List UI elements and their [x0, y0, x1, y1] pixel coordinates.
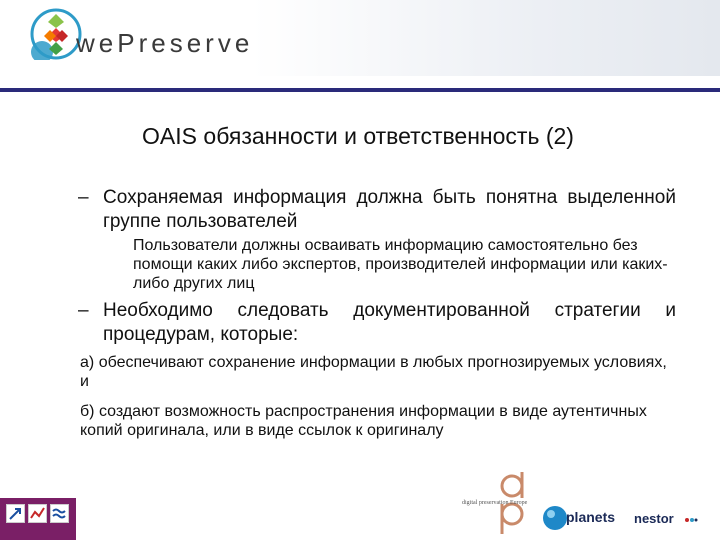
bullet-1 [78, 186, 676, 234]
list-item-b [80, 402, 680, 440]
planets-text: planets [566, 509, 616, 525]
footer-logo-left [0, 498, 76, 540]
list-item-text: обеспечивают сохранение информации в любых прогнозируемых условиях, и [80, 354, 667, 390]
bullet-dash: – [78, 187, 89, 208]
brand-name [76, 28, 253, 59]
header-rule [0, 88, 720, 92]
list-item-text: создают возможность распространения информации в виде аутентичных копий оригинала, или в виде ссылок к оригиналу [80, 403, 647, 439]
planets-logo [540, 500, 626, 536]
nestor-text: nestor [634, 511, 674, 526]
sub-note [133, 236, 673, 293]
bullet-2 [78, 299, 676, 347]
bullet-text: Необходимо следовать документированной стратегии и процедурам, которые: [103, 300, 676, 345]
slide-title [0, 123, 720, 150]
brand-we: we [76, 28, 118, 58]
bullet-text: Сохраняемая информация должна быть понятна выделенной группе пользователей [103, 187, 676, 232]
chart-tile-icon [28, 504, 47, 523]
dp-caption: digital preservation Europe [462, 500, 528, 506]
list-item-label: б) [80, 403, 95, 420]
digital-preservation-europe-logo [462, 468, 542, 536]
arrow-tile-icon [6, 504, 25, 523]
sub-note-text: Пользователи должны осваивать информацию самостоятельно без помощи каких либо экспертов, производителей информации или каких-либо других лиц [133, 237, 668, 292]
list-item-label: а) [80, 354, 95, 371]
bullet-dash: – [78, 300, 89, 321]
slide-title-text: OAIS обязанности и ответственность (2) [142, 123, 574, 149]
nestor-dots-icon [684, 515, 698, 525]
wepreserve-logo-icon [30, 8, 82, 60]
list-item-a [80, 353, 680, 391]
nestor-logo [628, 508, 718, 532]
brand-preserve: Preserve [117, 28, 254, 58]
wave-tile-icon [50, 504, 69, 523]
header [0, 0, 720, 92]
